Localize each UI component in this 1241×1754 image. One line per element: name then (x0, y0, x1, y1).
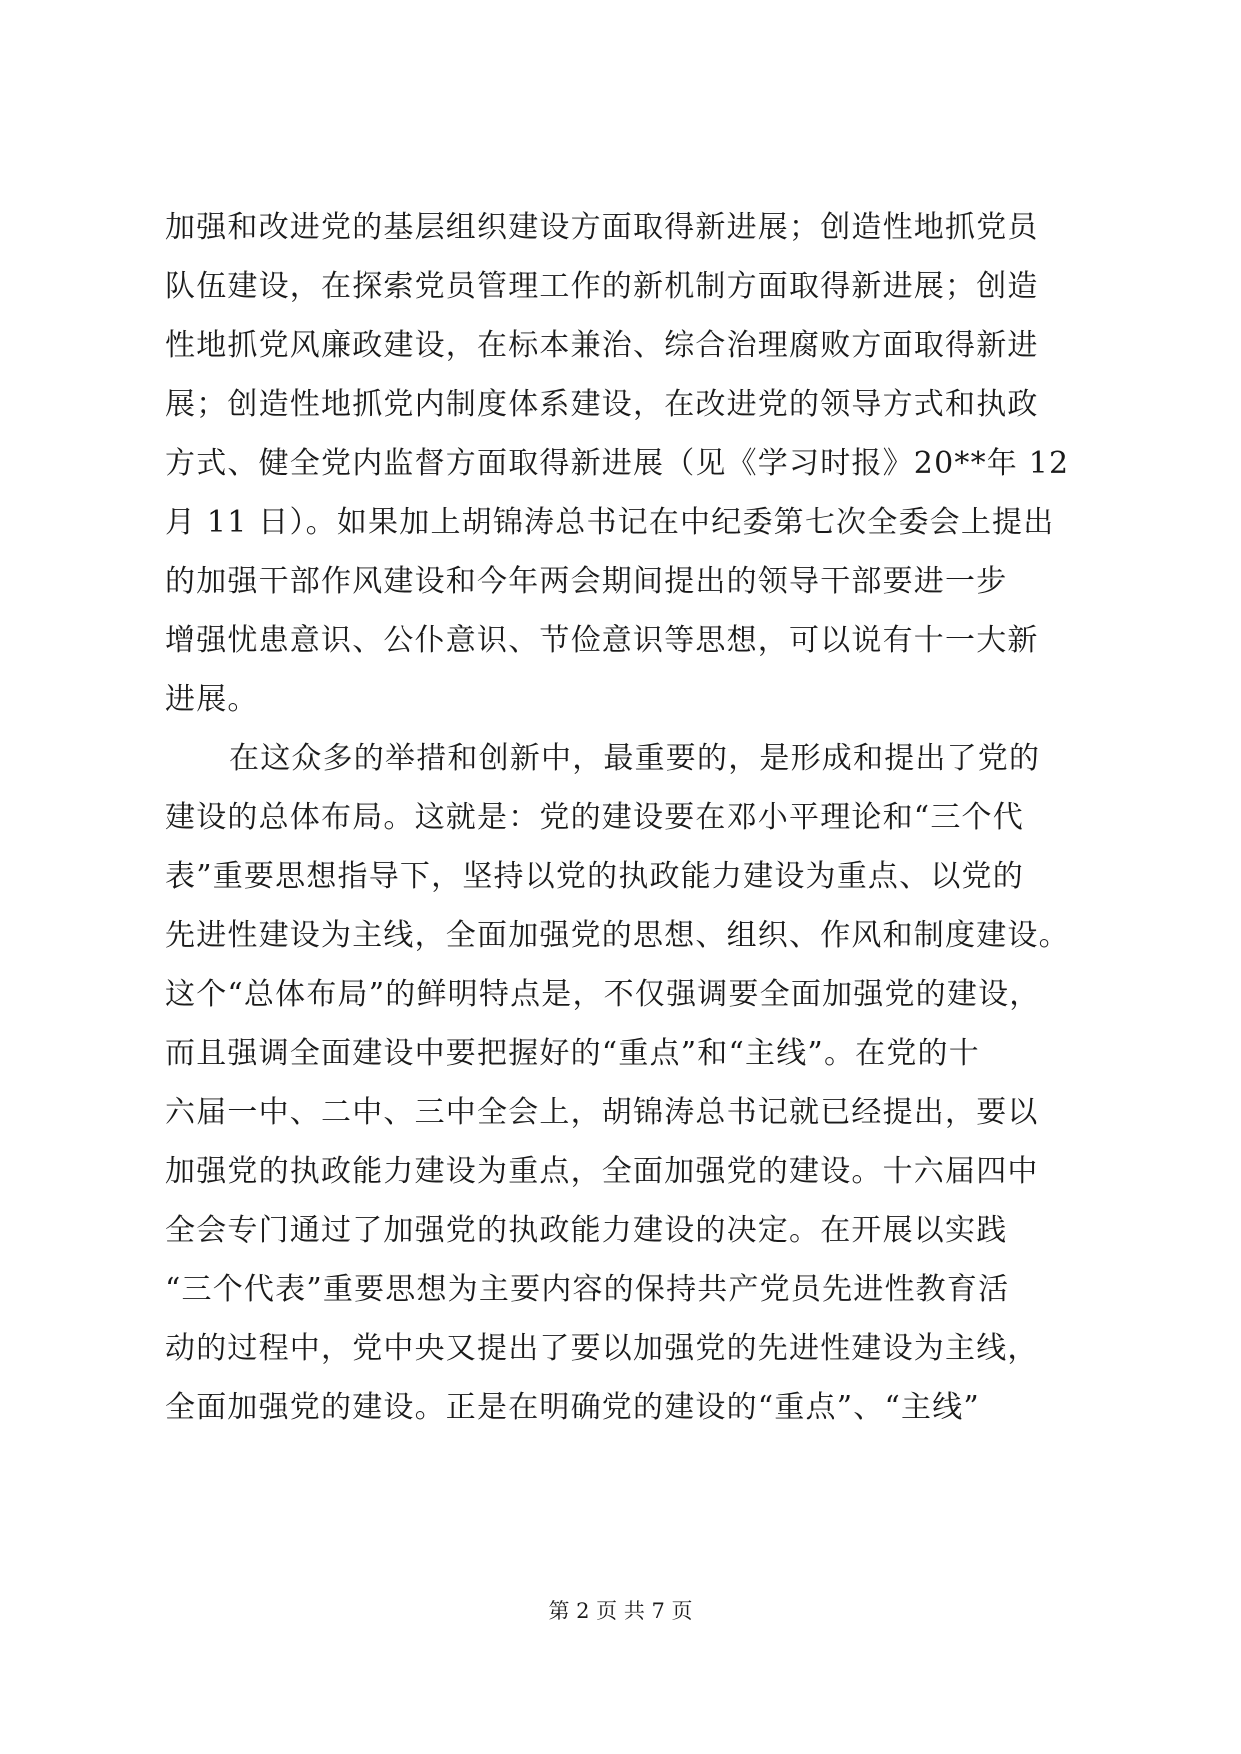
text-line: 这个“总体布局”的鲜明特点是，不仅强调要全面加强党的建设， (165, 977, 1041, 1012)
text-line: 队伍建设，在探索党员管理工作的新机制方面取得新进展；创造 (165, 269, 1039, 304)
text-line: 六届一中、二中、三中全会上，胡锦涛总书记就已经提出，要以 (165, 1095, 1039, 1130)
text-line: 的加强干部作风建设和今年两会期间提出的领导干部要进一步 (165, 564, 1008, 599)
text-line: 增强忧患意识、公仆意识、节俭意识等思想，可以说有十一大新 (165, 623, 1039, 658)
text-line: 全面加强党的建设。正是在明确党的建设的“重点”、“主线” (165, 1390, 980, 1425)
text-line: 加强党的执政能力建设为重点，全面加强党的建设。十六届四中 (165, 1154, 1039, 1189)
text-line: “三个代表”重要思想为主要内容的保持共产党员先进性教育活 (165, 1272, 1010, 1307)
text-line: 进展。 (165, 682, 259, 717)
text-line: 展；创造性地抓党内制度体系建设，在改进党的领导方式和执政 (165, 387, 1039, 422)
text-line: 加强和改进党的基层组织建设方面取得新进展；创造性地抓党员 (165, 210, 1039, 245)
text-line: 建设的总体布局。这就是：党的建设要在邓小平理论和“三个代 (165, 800, 1024, 835)
text-line: 动的过程中，党中央又提出了要以加强党的先进性建设为主线， (165, 1331, 1039, 1366)
page-number-footer: 第 2 页 共 7 页 (548, 1599, 693, 1623)
text-line: 全会专门通过了加强党的执政能力建设的决定。在开展以实践 (165, 1213, 1008, 1248)
paragraph-first-line: 在这众多的举措和创新中，最重要的，是形成和提出了党的 (229, 741, 1041, 776)
text-line: 而且强调全面建设中要把握好的“重点”和“主线”。在党的十 (165, 1036, 980, 1071)
text-line: 表”重要思想指导下，坚持以党的执政能力建设为重点、以党的 (165, 859, 1024, 894)
text-line: 月 11 日）。如果加上胡锦涛总书记在中纪委第七次全委会上提出 (165, 505, 1055, 540)
text-line: 方式、健全党内监督方面取得新进展（见《学习时报》20**年 12 (165, 446, 1070, 481)
text-line: 先进性建设为主线，全面加强党的思想、组织、作风和制度建设。 (165, 918, 1070, 953)
text-line: 性地抓党风廉政建设，在标本兼治、综合治理腐败方面取得新进 (165, 328, 1039, 363)
